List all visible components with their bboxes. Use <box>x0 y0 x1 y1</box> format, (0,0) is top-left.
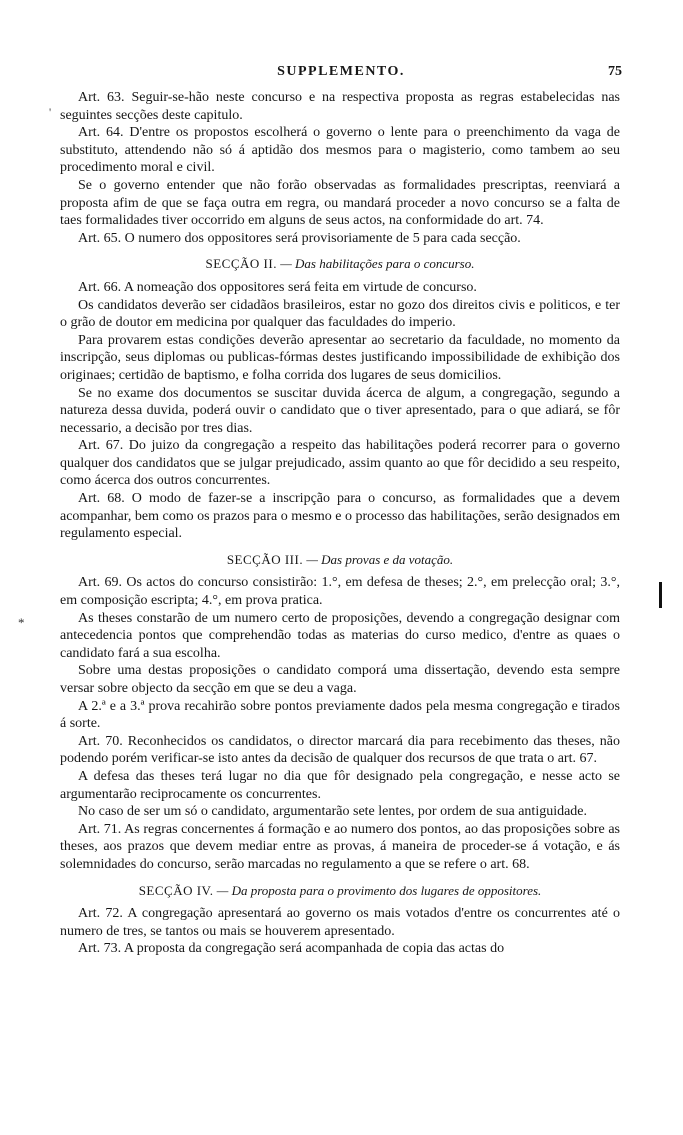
paragraph-text: A 2.ª e a 3.ª prova recahirão sobre pontos previamente dados pela mesma congregação e tirados á sorte. <box>60 698 620 732</box>
paragraph-text: No caso de ser um só o candidato, argumentarão sete lentes, por ordem de sua antiguidade. <box>78 804 588 820</box>
paragraph <box>60 803 620 821</box>
paragraph-text: O numero dos oppositores será provisoriamente de 5 para cada secção. <box>124 230 521 246</box>
paragraph-text: Reconhecidos os candidatos, o director marcará dia para recebimento das theses, não podendo porém verificar-se isto antes da decisão de qualquer dos recursos de que trata o art. 67. <box>60 733 620 767</box>
article-number: Art. 69. <box>78 575 123 591</box>
paragraph <box>60 574 620 609</box>
paragraph <box>60 490 620 543</box>
paragraph-text: A defesa das theses terá lugar no dia que fôr designado pela congregação, e nesse acto se argumentarão reciprocamente os concurrentes. <box>60 768 620 802</box>
paragraph-text: D'entre os propostos escolherá o governo o lente para o preenchimento da vaga de substituto, attendendo não só á aptidão dos mesmos para o magisterio, como tambem ao seu procedimento moral e civil. <box>60 125 620 176</box>
margin-star-mark: * <box>18 615 25 630</box>
page-number: 75 <box>608 64 622 79</box>
paragraph-text: Sobre uma destas proposições o candidato comporá uma dissertação, devendo esta sempre versar sobre objecto da secção em que se deu a vaga. <box>60 663 620 696</box>
paragraph <box>60 905 620 940</box>
article-number: Art. 70. <box>78 733 123 749</box>
section-heading <box>60 551 620 569</box>
article-number: Art. 64. <box>78 125 124 141</box>
article-number: Art. 67. <box>78 438 124 454</box>
paragraph <box>60 768 620 803</box>
paragraph-text: A nomeação dos oppositores será feita em virtude de concurso. <box>123 279 477 295</box>
paragraph <box>60 279 620 297</box>
paragraph <box>60 733 620 768</box>
article-number: Art. 71. <box>78 821 122 837</box>
section-title: — Das habilitações para o concurso. <box>280 256 475 272</box>
margin-bar-mark <box>659 582 662 608</box>
article-number: Art. 72. <box>78 906 123 922</box>
paragraph <box>60 940 620 958</box>
paragraph-text: A proposta da congregação será acompanhada de copia das actas do <box>123 941 505 957</box>
section-title: — Da proposta para o provimento dos lugares de oppositores. <box>216 882 542 898</box>
paragraph <box>60 230 620 248</box>
paragraph <box>60 821 620 874</box>
paragraph-text: Os actos do concurso consistirão: 1.°, em defesa de theses; 2.°, em prelecção oral; 3.°, em composição escripta; 4.°, em prova pratica. <box>60 575 620 609</box>
running-title: SUPPLEMENTO. <box>277 64 405 79</box>
article-number: Art. 66. <box>78 279 122 295</box>
paragraph <box>60 698 620 733</box>
paragraph <box>60 662 620 697</box>
article-number: Art. 63. <box>78 90 125 105</box>
section-label: SECÇÃO III. <box>226 551 304 567</box>
paragraph-text: O modo de fazer-se a inscripção para o concurso, as formalidades que a devem acompanhar, bem como os prazos para o mesmo e o processo das habilitações, serão designados em regulamento especial. <box>60 491 621 542</box>
paragraph <box>60 124 620 177</box>
page-header <box>60 64 622 84</box>
paragraph <box>60 437 620 490</box>
paragraph-text: As theses constarão de um numero certo de proposições, devendo a congregação designar com antecedencia pontos que comprehendão todas as materias do curso medico, d'entre as quaes o candidato fará a sua escolha. <box>60 610 620 661</box>
paragraph-text: Para provarem estas condições deverão apresentar ao secretario da faculdade, no momento da inscripção, seus diplomas ou publicas-fórmas destes justificando impossibilidade de exhibição dos originaes; certidão de baptismo, e folha corrida dos lugares de seus domicilios. <box>60 332 620 383</box>
paragraph-text: Os candidatos deverão ser cidadãos brasileiros, estar no gozo dos direitos civis e politicos, e ter o grão de doutor em medicina por qualquer das faculdades do imperio. <box>60 297 620 331</box>
document-body <box>60 89 620 958</box>
section-heading <box>60 882 620 900</box>
paragraph-text: Do juizo da congregação a respeito das habilitações poderá recorrer para o governo qualquer dos candidatos que se julgar prejudicado, assim quanto ao que fôr decidido a seu respeito, como ácerca dos outros concurrentes. <box>60 438 620 489</box>
article-number: Art. 68. <box>78 491 125 507</box>
paragraph-text: A congregação apresentará ao governo os mais votados d'entre os concurrentes até o numero de tres, se tantos ou mais se houverem apresentado. <box>60 906 620 939</box>
section-title: — Das provas e da votação. <box>306 551 454 567</box>
article-number: Art. 73. <box>78 941 122 957</box>
margin-tick-mark: ' <box>49 105 52 119</box>
paragraph-text: Se o governo entender que não forão observadas as formalidades prescriptas, reenviará a proposta afim de que se faça outra em regra, ou mandará proceder a novo concurso se a falta de taes formalidades tiver occorrido em alguns de seus actos, na conformidade do art. 74. <box>60 177 620 229</box>
paragraph <box>60 89 620 124</box>
article-number: Art. 65. <box>78 230 122 246</box>
paragraph <box>60 332 620 385</box>
paragraph-text: Seguir-se-hão neste concurso e na respectiva proposta as regras estabelecidas nas seguintes secções deste capitulo. <box>60 90 620 123</box>
section-label: SECÇÃO II. <box>205 256 277 272</box>
paragraph-text: Se no exame dos documentos se suscitar duvida ácerca de algum, a congregação, segundo a natureza dessa duvida, poderá ouvir o candidato que o tiver apresentado, para o que adiará, se fôr necessario, a decisão por tres dias. <box>60 385 620 436</box>
paragraph-text: As regras concernentes á formação e ao numero dos pontos, ao das proposições sobre as theses, aos prazos que devem mediar entre as provas, á maneira de proceder-se á votação, e ás solemnidades do concurso, serão marcadas no regulamento a que se refere o art. 68. <box>60 821 620 872</box>
paragraph <box>60 610 620 663</box>
paragraph <box>60 177 620 230</box>
section-label: SECÇÃO IV. <box>138 882 214 898</box>
paragraph <box>60 297 620 332</box>
paragraph <box>60 385 620 438</box>
section-heading <box>60 255 620 273</box>
